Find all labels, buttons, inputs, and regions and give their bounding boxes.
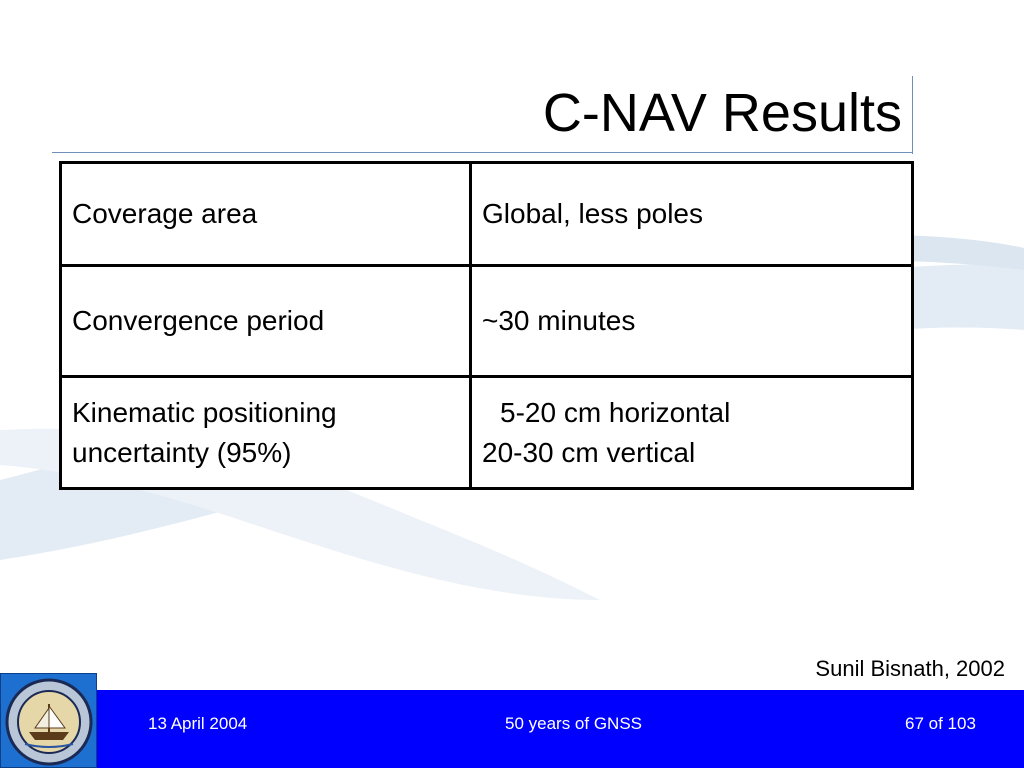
footer-title: 50 years of GNSS [505,714,643,733]
slide-title: C-NAV Results [542,83,902,143]
institute-logo [0,673,97,768]
row-value-line: 5-20 cm horizontal [500,396,731,428]
row-value: ~30 minutes [471,266,913,377]
footer-date: 13 April 2004 [148,714,248,733]
source-citation: Sunil Bisnath, 2002 [815,656,1005,681]
row-label: Coverage area [61,163,471,266]
table-row [61,266,913,377]
row-label: Kinematic positioning uncertainty (95%) [61,377,471,489]
row-value: Global, less poles [471,163,913,266]
footer-page-number: 67 of 103 [905,714,976,733]
row-value-line: 20-30 cm vertical [482,436,696,468]
row-value [471,377,913,489]
title-vertical-rule [912,76,913,154]
institute-of-navigation-seal-icon [1,674,96,767]
results-table [59,161,914,490]
table-row [61,163,913,266]
title-rule [52,152,912,153]
row-label: Convergence period [61,266,471,377]
table-row [61,377,913,489]
